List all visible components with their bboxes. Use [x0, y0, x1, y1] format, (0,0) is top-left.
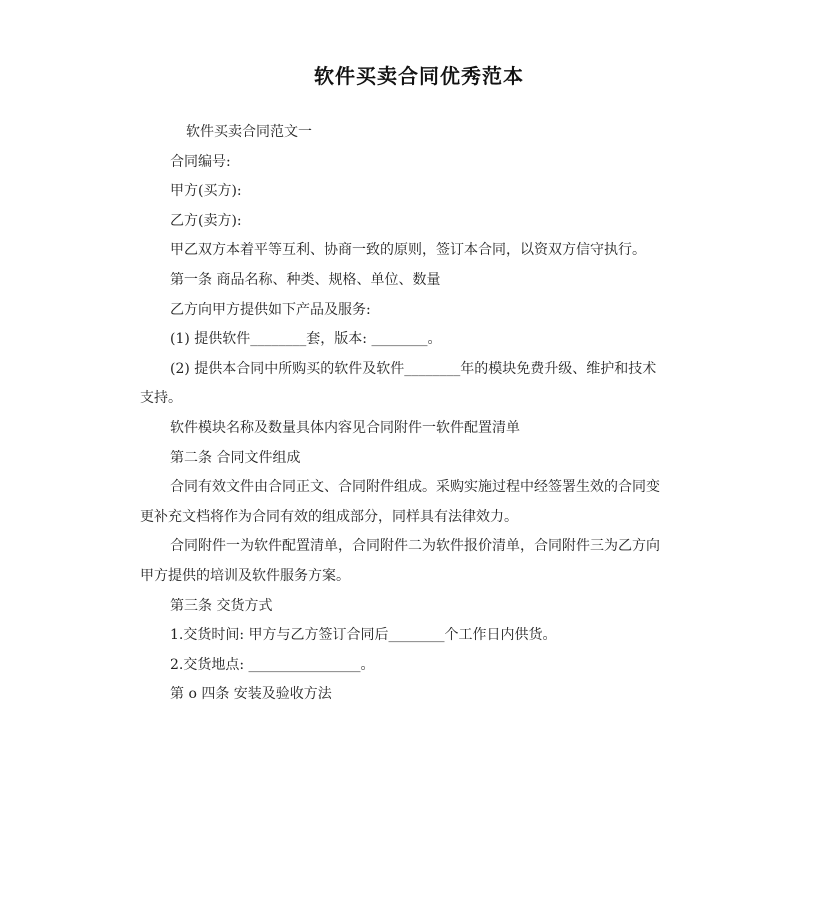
article-one-item-2-line-1: (2) 提供本合同中所购买的软件及软件________年的模块免费升级、维护和技术 — [170, 360, 657, 377]
contract-number-label: 合同编号: — [170, 153, 231, 170]
delivery-time: 1.交货时间: 甲方与乙方签订合同后________个工作日内供货。 — [170, 627, 557, 644]
article-one-item-2-line-2: 支持。 — [140, 390, 182, 407]
section-heading-sample-one: 软件买卖合同范文一 — [186, 124, 312, 140]
article-two-paragraph-2-line-1: 合同附件一为软件配置清单，合同附件二为软件报价清单，合同附件三为乙方向 — [170, 538, 660, 555]
article-four-heading: 第 o 四条 安装及验收方法 — [170, 686, 332, 703]
article-two-paragraph-1-line-2: 更补充文档将作为合同有效的组成部分，同样具有法律效力。 — [140, 508, 518, 525]
software-module-note: 软件模块名称及数量具体内容见合同附件一软件配置清单 — [170, 419, 520, 436]
delivery-location: 2.交货地点: ________________。 — [170, 656, 375, 673]
article-one-item-1: (1) 提供软件________套，版本: ________。 — [170, 331, 442, 348]
article-two-heading: 第二条 合同文件组成 — [170, 449, 301, 466]
article-one-heading: 第一条 商品名称、种类、规格、单位、数量 — [170, 271, 441, 288]
page-title: 软件买卖合同优秀范本 — [314, 64, 524, 88]
article-one-intro: 乙方向甲方提供如下产品及服务: — [170, 301, 371, 318]
article-two-paragraph-2-line-2: 甲方提供的培训及软件服务方案。 — [140, 567, 350, 584]
article-three-heading: 第三条 交货方式 — [170, 597, 273, 614]
article-two-paragraph-1-line-1: 合同有效文件由合同正文、合同附件组成。采购实施过程中经签署生效的合同变 — [170, 479, 660, 496]
document-body — [140, 118, 705, 710]
party-b-label: 乙方(卖方): — [170, 212, 242, 229]
party-a-label: 甲方(买方): — [170, 183, 242, 200]
preamble-paragraph: 甲乙双方本着平等互利、协商一致的原则，签订本合同，以资双方信守执行。 — [170, 242, 646, 259]
